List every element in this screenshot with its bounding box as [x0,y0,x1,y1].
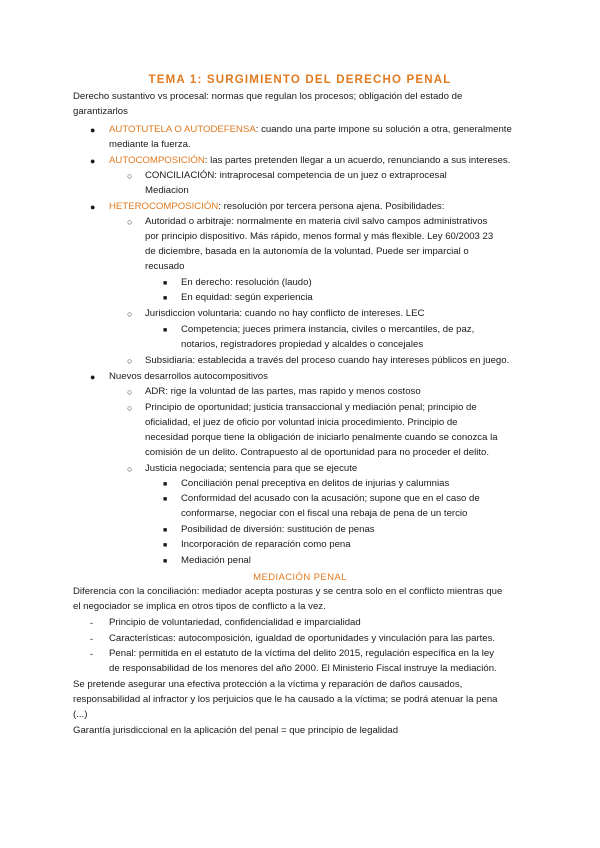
garantia-jurisdiccional: Garantía jurisdiccional en la aplicación del penal = que principio de legalidad [73,725,399,736]
autocomposicion-term: AUTOCOMPOSICIÓN [109,155,205,166]
mediacion-penal-line-1: Penal: permitida en el estatuto de la víctima del delito 2015, regulación específica en la ley [109,648,495,659]
justicia-negociada: Justicia negociada; sentencia para que se ejecute [145,463,358,474]
bullet-square-icon: ■ [163,295,168,302]
bullet-square-icon: ■ [163,280,168,287]
autoridad-line-2: por principio dispositivo. Más rápido, menos formal y más flexible. Ley 60/2003 23 [145,231,494,242]
dash-bullet-icon: - [90,649,93,659]
bullet-square-icon: ■ [163,558,168,565]
mediacion-caracteristicas: Características: autocomposición, igualdad de oportunidades y vinculación para las partes. [109,633,496,644]
autocomposicion-text: : las partes pretenden llegar a un acuerdo, renunciando a sus intereses. [204,155,511,166]
dash-bullet-icon: - [90,634,93,644]
bullet-circle-icon: ○ [127,403,133,413]
jurisdiccion-voluntaria: Jurisdiccion voluntaria: cuando no hay conflicto de intereses. LEC [145,308,425,319]
oportunidad-line-4: comisión de un delito. Contrapuesto al de oportunidad para no proceder el delito. [145,447,490,458]
bullet-dot-icon: ● [90,202,96,212]
justicia-item-5: Mediación penal [181,555,251,566]
justicia-item-4: Incorporación de reparación como pena [181,539,351,550]
heterocomposicion-text: : resolución por tercera persona ajena. Posibilidades: [218,201,445,212]
justicia-item-2-line-2: conformarse, negociar con el fiscal una rebaja de pena de un tercio [181,508,468,519]
bullet-circle-icon: ○ [127,309,133,319]
heterocomposicion-term: HETEROCOMPOSICIÓN [109,201,219,212]
page-title: TEMA 1: SURGIMIENTO DEL DERECHO PENAL [148,74,452,86]
bullet-dot-icon: ● [90,125,96,135]
autoridad-equidad: En equidad: según experiencia [181,292,313,303]
intro-line-2: garantizarlos [73,106,128,117]
autotutela-text: : cuando una parte impone su solución a otra, generalmente [255,124,512,135]
oportunidad-line-2: oficialidad, el juez de oficio por voluntad inicia procedimiento. Principio de [145,417,458,428]
bullet-circle-icon: ○ [127,217,133,227]
justicia-item-1: Conciliación penal preceptiva en delitos de injurias y calumnias [181,478,450,489]
bullet-square-icon: ■ [163,327,168,334]
autocomposicion-item [109,155,510,167]
dash-bullet-icon: - [90,618,93,628]
diferencia-line-2: el negociador se implica en otros tipos de conflicto a la vez. [73,601,326,612]
justicia-item-3: Posibilidad de diversión: sustitución de penas [181,524,375,535]
conciliacion-line-2: Mediacion [145,185,189,196]
subsidiaria: Subsidiaria: establecida a través del proceso cuando hay intereses públicos en juego. [145,355,510,366]
bullet-square-icon: ■ [163,496,168,503]
competencia-line-2: notarios, registradores propiedad y alcaldes o concejales [181,339,424,350]
autotutela-term: AUTOTUTELA O AUTODEFENSA [109,124,256,135]
conciliacion-line-1: CONCILIACIÓN: intraprocesal competencia de un juez o extraprocesal [145,170,447,181]
competencia-line-1: Competencia; jueces primera instancia, civiles o mercantiles, de paz, [181,324,475,335]
bullet-circle-icon: ○ [127,171,133,181]
mediacion-principio: Principio de voluntariedad, confidencialidad e imparcialidad [109,617,361,628]
autotutela-item [109,124,512,136]
autotutela-line-2: mediante la fuerza. [109,139,191,150]
asegurar-line-3: (...) [73,709,88,720]
adr: ADR: rige la voluntad de las partes, mas rapido y menos costoso [145,386,421,397]
section-title-mediacion: MEDIACIÓN PENAL [253,572,347,583]
bullet-square-icon: ■ [163,481,168,488]
mediacion-penal-line-2: de responsabilidad de los menores del año 2000. El Ministerio Fiscal instruye la mediación. [109,663,497,674]
bullet-square-icon: ■ [163,542,168,549]
nuevos-desarrollos: Nuevos desarrollos autocompositivos [109,371,268,382]
oportunidad-line-1: Principio de oportunidad; justicia transaccional y mediación penal; principio de [145,402,477,413]
bullet-circle-icon: ○ [127,464,133,474]
bullet-dot-icon: ● [90,156,96,166]
autoridad-derecho: En derecho: resolución (laudo) [181,277,312,288]
autoridad-line-3: de diciembre, basada en la autonomía de la voluntad. Puede ser imparcial o [145,246,469,257]
oportunidad-line-3: necesidad porque tiene la obligación de iniciarlo penalmente cuando se conozca la [145,432,498,443]
bullet-circle-icon: ○ [127,356,133,366]
heterocomposicion-item [109,201,444,213]
bullet-square-icon: ■ [163,527,168,534]
asegurar-line-2: responsabilidad al infractor y los perjuicios que le ha causado a la víctima; se podrá atenuar la pena [73,694,498,705]
intro-line-1: Derecho sustantivo vs procesal: normas que regulan los procesos; obligación del estado de [73,91,463,102]
bullet-circle-icon: ○ [127,387,133,397]
justicia-item-2-line-1: Conformidad del acusado con la acusación; supone que en el caso de [181,493,480,504]
asegurar-line-1: Se pretende asegurar una efectiva protección a la víctima y reparación de daños causados, [73,679,463,690]
autoridad-line-1: Autoridad o arbitraje: normalmente en materia civil salvo campos administrativos [145,216,488,227]
bullet-dot-icon: ● [90,372,96,382]
diferencia-line-1: Diferencia con la conciliación: mediador acepta posturas y se centra solo en el conflicto mientras que [73,586,503,597]
autoridad-line-4: recusado [145,261,185,272]
